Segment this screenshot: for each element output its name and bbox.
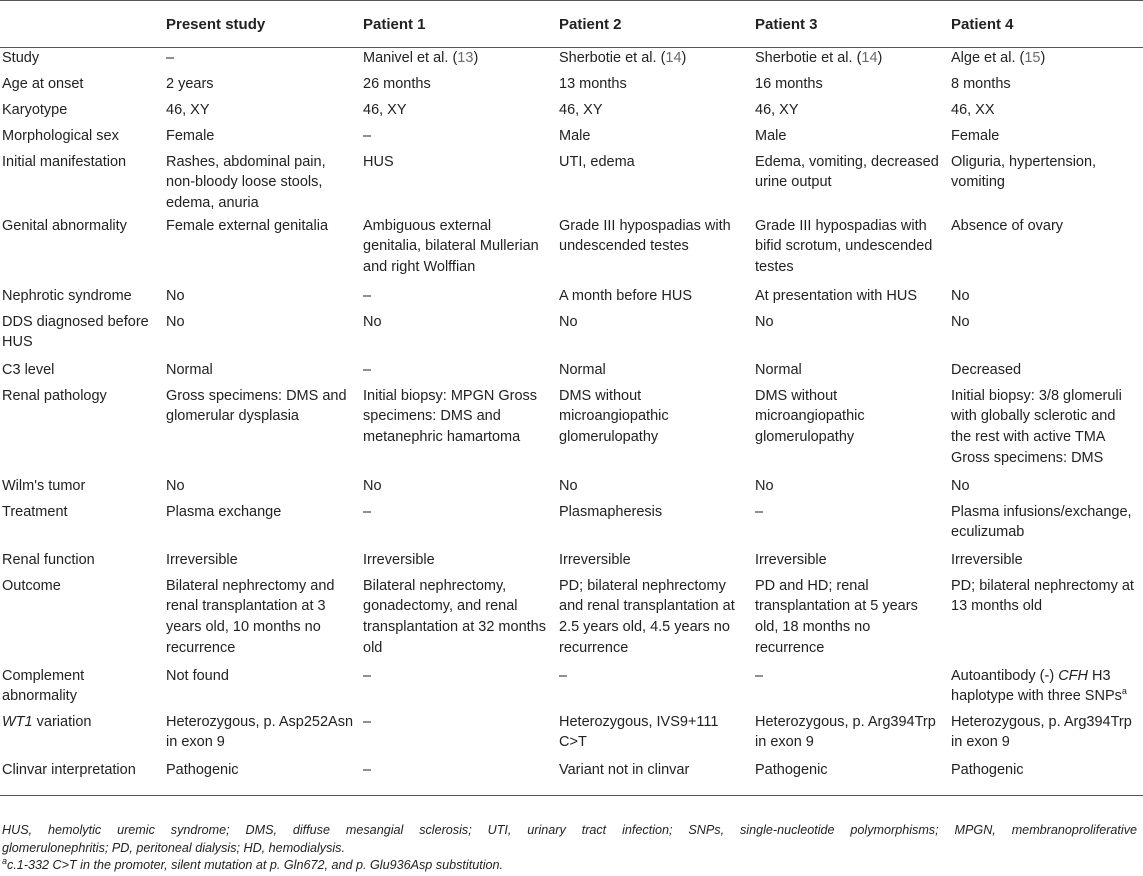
abbreviations-line-1: HUS, hemolytic uremic syndrome; DMS, diffuse mesangial sclerosis; UTI, urinary tract infection; SNPs, single-nucleotide polymorphisms; MPGN, membranoproliferative xyxy=(2,823,1137,837)
row-label: Treatment xyxy=(2,503,68,520)
table-cell: – xyxy=(363,667,372,684)
table-row xyxy=(0,760,1143,796)
table-cell: Female xyxy=(951,127,1000,144)
table-cell: HUS xyxy=(363,153,394,170)
table-cell: No xyxy=(166,287,185,304)
row-label: Karyotype xyxy=(2,101,68,118)
table-cell: 46, XY xyxy=(755,101,799,118)
table-row xyxy=(0,48,1143,74)
table-cell: 13 months xyxy=(559,75,627,92)
table-cell: Manivel et al. (13) xyxy=(363,50,479,66)
row-label: Initial manifestation xyxy=(2,153,127,170)
table-body xyxy=(0,48,1143,796)
table-cell: Rashes, abdominal pain, non-bloody loose stools, edema, anuria xyxy=(166,153,326,212)
table-cell: Irreversible xyxy=(755,551,827,568)
table-cell: Ambiguous external genitalia, bilateral Mullerian and right Wolffian xyxy=(363,217,539,276)
table-cell: Oliguria, hypertension, vomiting xyxy=(951,153,1097,191)
citation-reference[interactable]: 13 xyxy=(457,50,474,66)
table-cell: Absence of ovary xyxy=(951,217,1064,234)
table-cell: 46, XX xyxy=(951,101,995,118)
table-cell: Grade III hypospadias with undescended testes xyxy=(559,217,731,255)
row-label: Complement abnormality xyxy=(2,667,85,705)
table-cell: A month before HUS xyxy=(559,287,692,304)
table-cell: – xyxy=(363,713,372,730)
table-cell: No xyxy=(166,313,185,330)
table-cell: 16 months xyxy=(755,75,823,92)
table-cell: 2 years xyxy=(166,75,214,92)
row-label: Clinvar interpretation xyxy=(2,761,136,778)
table-cell: Pathogenic xyxy=(951,761,1024,778)
table-cell: Heterozygous, p. Arg394Trp in exon 9 xyxy=(755,713,936,751)
table-cell: No xyxy=(363,313,382,330)
table-cell: – xyxy=(559,667,568,684)
table-row xyxy=(0,74,1143,100)
column-header-patient-4: Patient 4 xyxy=(951,15,1014,33)
table-cell: No xyxy=(363,477,382,494)
table-cell: Plasma exchange xyxy=(166,503,282,520)
row-label: WT1 variation xyxy=(2,713,92,730)
table-row xyxy=(0,666,1143,712)
footnote-a-text: c.1-332 C>T in the promoter, silent mutation at p. Gln672, and p. Glu936Asp substitution. xyxy=(7,858,504,872)
table-cell: – xyxy=(363,361,372,378)
table-row xyxy=(0,550,1143,576)
column-header-patient-2: Patient 2 xyxy=(559,15,622,33)
table-cell: Sherbotie et al. (14) xyxy=(559,50,687,66)
table-cell: PD; bilateral nephrectomy at 13 months old xyxy=(951,577,1134,615)
row-label: Renal pathology xyxy=(2,387,107,404)
citation-reference[interactable]: 14 xyxy=(665,50,682,66)
table-cell: No xyxy=(755,477,774,494)
table-cell: Pathogenic xyxy=(166,761,239,778)
table-cell: Autoantibody (-) CFH H3 haplotype with three SNPs$^a$ xyxy=(951,667,1127,705)
table-cell: 46, XY xyxy=(166,101,210,118)
table-cell: Plasma infusions/exchange, eculizumab xyxy=(951,503,1132,541)
table-cell: – xyxy=(755,667,764,684)
row-label: Outcome xyxy=(2,577,61,594)
table-cell: Bilateral nephrectomy, gonadectomy, and renal transplantation at 32 months old xyxy=(363,577,546,656)
table-row xyxy=(0,216,1143,286)
table-cell: Variant not in clinvar xyxy=(559,761,690,778)
footnote-a-marker: a xyxy=(2,855,8,866)
table-cell: – xyxy=(755,503,764,520)
abbreviations-line-2: glomerulonephritis; PD, peritoneal dialysis; HD, hemodialysis. xyxy=(2,840,345,855)
footnote-a xyxy=(0,857,1139,875)
table-cell: Heterozygous, p. Arg394Trp in exon 9 xyxy=(951,713,1132,751)
table-cell: 8 months xyxy=(951,75,1011,92)
row-label: Morphological sex xyxy=(2,127,119,144)
row-label: Study xyxy=(2,50,40,66)
table-cell: DMS without microangiopathic glomerulopathy xyxy=(559,387,669,446)
table-cell: 46, XY xyxy=(559,101,603,118)
table-cell: UTI, edema xyxy=(559,153,635,170)
column-header-patient-3: Patient 3 xyxy=(755,15,818,33)
table-cell: Heterozygous, IVS9+111 C>T xyxy=(559,713,719,751)
table-cell: Male xyxy=(755,127,787,144)
table-cell: Bilateral nephrectomy and renal transplantation at 3 years old, 10 months no recurrence xyxy=(166,577,335,656)
table-cell: Plasmapheresis xyxy=(559,503,663,520)
table-cell: Male xyxy=(559,127,591,144)
table-cell: – xyxy=(363,287,372,304)
table-cell: No xyxy=(559,313,578,330)
table-cell: DMS without microangiopathic glomerulopathy xyxy=(755,387,865,446)
table-row xyxy=(0,126,1143,152)
citation-reference[interactable]: 14 xyxy=(861,50,878,66)
table-cell: Irreversible xyxy=(559,551,631,568)
table-row xyxy=(0,502,1143,550)
row-label: C3 level xyxy=(2,361,55,378)
table-cell: Alge et al. (15) xyxy=(951,50,1046,66)
table-row xyxy=(0,100,1143,126)
table-cell: Normal xyxy=(559,361,606,378)
table-cell: Not found xyxy=(166,667,229,684)
table-cell: Initial biopsy: MPGN Gross specimens: DMS and metanephric hamartoma xyxy=(363,387,538,446)
row-label: DDS diagnosed before HUS xyxy=(2,313,149,351)
table-cell: Female external genitalia xyxy=(166,217,329,234)
header-row xyxy=(0,1,1143,48)
table-cell: PD and HD; renal transplantation at 5 years old, 18 months no recurrence xyxy=(755,577,918,656)
table-cell: Normal xyxy=(166,361,213,378)
row-label: Age at onset xyxy=(2,75,84,92)
table-cell: Edema, vomiting, decreased urine output xyxy=(755,153,939,191)
table-cell: Initial biopsy: 3/8 glomeruli with globally sclerotic and the rest with active TMA Gross specimens: DMS xyxy=(951,387,1122,466)
table-cell: No xyxy=(951,477,970,494)
column-header-patient-1: Patient 1 xyxy=(363,15,426,33)
table-cell: Gross specimens: DMS and glomerular dysplasia xyxy=(166,387,347,425)
table-cell: No xyxy=(755,313,774,330)
table-row xyxy=(0,712,1143,760)
table-row xyxy=(0,476,1143,502)
row-label: Wilm's tumor xyxy=(2,477,86,494)
table-row xyxy=(0,576,1143,666)
table-cell: Irreversible xyxy=(951,551,1023,568)
table-cell: Sherbotie et al. (14) xyxy=(755,50,883,66)
row-label: Nephrotic syndrome xyxy=(2,287,132,304)
table-cell: – xyxy=(363,761,372,778)
table-cell: At presentation with HUS xyxy=(755,287,917,304)
table-footnotes xyxy=(0,822,1139,875)
table-cell: – xyxy=(166,50,175,66)
table-row xyxy=(0,386,1143,476)
table-row xyxy=(0,152,1143,216)
table-row xyxy=(0,286,1143,312)
table-cell: Grade III hypospadias with bifid scrotum, undescended testes xyxy=(755,217,933,276)
table-cell: PD; bilateral nephrectomy and renal transplantation at 2.5 years old, 4.5 years no recurrence xyxy=(559,577,735,656)
table-cell: – xyxy=(363,127,372,144)
table-row xyxy=(0,360,1143,386)
table-cell: No xyxy=(559,477,578,494)
table-cell: 46, XY xyxy=(363,101,407,118)
table-cell: No xyxy=(166,477,185,494)
row-label: Renal function xyxy=(2,551,95,568)
table-row xyxy=(0,312,1143,360)
table-cell: Female xyxy=(166,127,215,144)
table-cell: No xyxy=(951,313,970,330)
column-header-present-study: Present study xyxy=(166,15,266,33)
table-cell: Irreversible xyxy=(166,551,238,568)
table-cell: Irreversible xyxy=(363,551,435,568)
table-cell: Decreased xyxy=(951,361,1022,378)
table-cell: No xyxy=(951,287,970,304)
table-cell: Normal xyxy=(755,361,802,378)
table-cell: Pathogenic xyxy=(755,761,828,778)
table-cell: 26 months xyxy=(363,75,431,92)
table-cell: – xyxy=(363,503,372,520)
table-cell: Heterozygous, p. Asp252Asn in exon 9 xyxy=(166,713,354,751)
citation-reference[interactable]: 15 xyxy=(1024,50,1041,66)
row-label: Genital abnormality xyxy=(2,217,127,234)
column-header-blank xyxy=(0,1,162,48)
